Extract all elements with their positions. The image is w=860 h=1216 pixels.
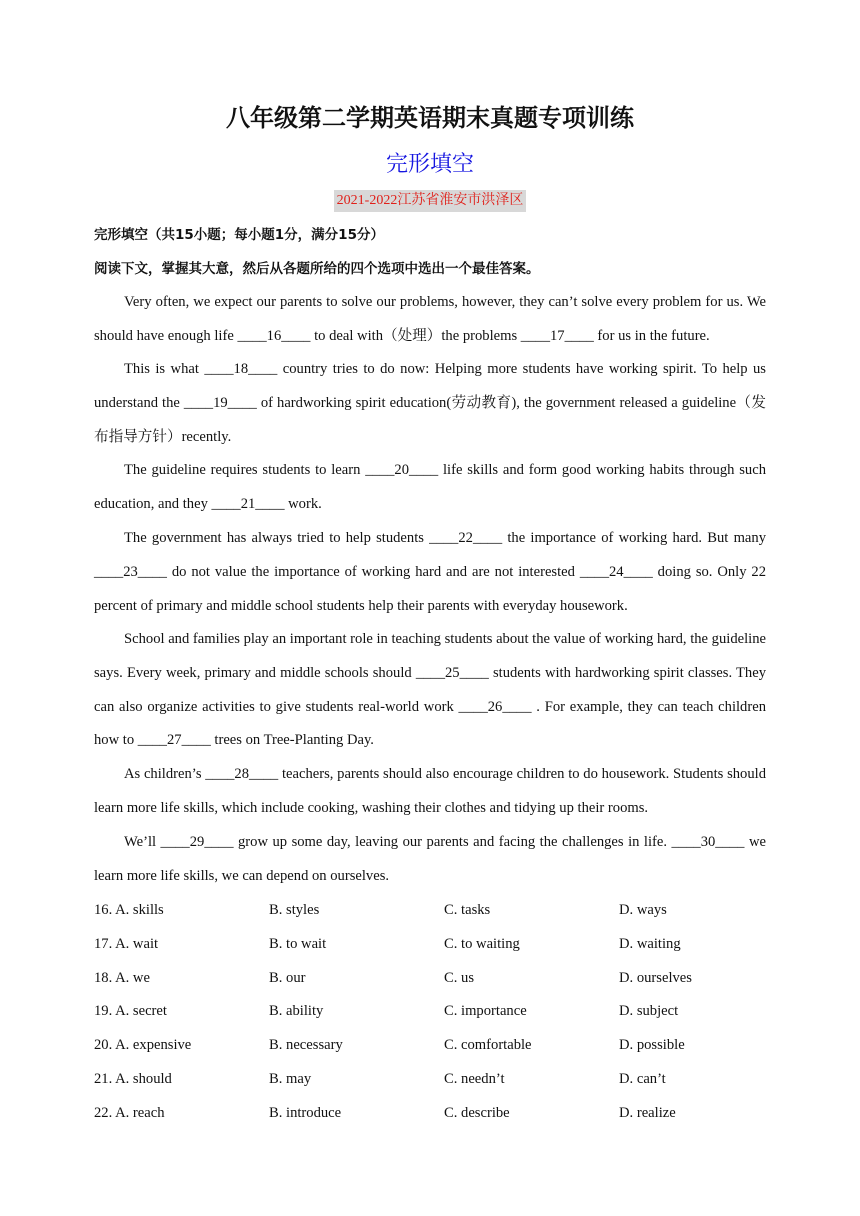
- option-b: B. may: [269, 1070, 312, 1087]
- passage-paragraph-4: The government has always tried to help students ____22____ the importance of working hard. But many ____23____ do not value the importance of working hard and are not interested ____24____ doing so. Only 22 percent of primary and middle school students help their parents with everyday housework.: [94, 530, 766, 614]
- question-row: [94, 1103, 794, 1137]
- question-row: [94, 1069, 794, 1103]
- question-row: [94, 1001, 794, 1035]
- section-heading: 完形填空（共15小题；每小题1分，满分15分）: [94, 227, 384, 243]
- option-c: C. comfortable: [444, 1037, 532, 1054]
- option-a: 21. A. should: [94, 1070, 172, 1087]
- option-b: B. our: [269, 969, 306, 986]
- question-row: [94, 1035, 794, 1069]
- option-a: 19. A. secret: [94, 1003, 167, 1020]
- option-b: B. to wait: [269, 935, 327, 952]
- source-wrapper: [0, 190, 860, 212]
- option-c: C. needn’t: [444, 1070, 505, 1087]
- option-c: C. describe: [444, 1104, 510, 1121]
- passage-paragraph-2: This is what ____18____ country tries to do now: Helping more students have working spirit. To help us understand the ____19____ of hardworking spirit education(劳动教育), the government released a guideline（发布指导方针）recently.: [94, 361, 766, 445]
- page-title: 八年级第二学期英语期末真题专项训练: [226, 104, 634, 132]
- passage-paragraph-5: School and families play an important role in teaching students about the value of working hard, the guideline says. Every week, primary and middle schools should ____25____ students with hardworking spirit classes. They can also organize activities to give students real-world work ____26____ . For example, they can teach children how to ____27____ trees on Tree-Planting Day.: [94, 631, 766, 749]
- option-a: 18. A. we: [94, 969, 150, 986]
- option-c: C. us: [444, 969, 475, 986]
- option-d: D. realize: [619, 1104, 676, 1121]
- option-d: D. subject: [619, 1003, 679, 1020]
- option-c: C. tasks: [444, 902, 491, 918]
- option-d: D. ways: [619, 902, 667, 918]
- option-b: B. styles: [269, 902, 320, 918]
- option-b: B. ability: [269, 1003, 324, 1020]
- page-subtitle: 完形填空: [385, 152, 474, 177]
- passage-paragraph-6: As children’s ____28____ teachers, parents should also encourage children to do housework. Students should learn more life skills, which include cooking, washing their clothes and tidying up their rooms.: [94, 766, 766, 816]
- option-d: D. waiting: [619, 935, 681, 952]
- question-row: [94, 934, 794, 968]
- option-a: 22. A. reach: [94, 1104, 165, 1121]
- question-row: [94, 900, 794, 934]
- source-label: 2021-2022江苏省淮安市洪泽区: [334, 190, 527, 212]
- option-d: D. can’t: [619, 1070, 666, 1087]
- option-c: C. to waiting: [444, 935, 520, 952]
- option-c: C. importance: [444, 1003, 527, 1020]
- option-a: 17. A. wait: [94, 935, 159, 952]
- option-d: D. ourselves: [619, 969, 692, 986]
- section-instruction: 阅读下文，掌握其大意，然后从各题所给的四个选项中选出一个最佳答案。: [94, 261, 540, 277]
- passage-paragraph-3: The guideline requires students to learn ____20____ life skills and form good working habits through such education, and they ____21____ work.: [94, 462, 766, 512]
- option-d: D. possible: [619, 1037, 685, 1054]
- options-list: [94, 900, 794, 1137]
- option-a: 20. A. expensive: [94, 1037, 192, 1054]
- option-a: 16. A. skills: [94, 902, 164, 918]
- passage-paragraph-1: Very often, we expect our parents to solve our problems, however, they can’t solve every problem for us. We should have enough life ____16____ to deal with（处理）the problems ____17____ for us in the future.: [94, 294, 766, 344]
- option-b: B. introduce: [269, 1104, 342, 1121]
- passage-paragraph-7: We’ll ____29____ grow up some day, leaving our parents and facing the challenges in life. ____30____ we learn more life skills, we can depend on ourselves.: [94, 834, 766, 884]
- option-b: B. necessary: [269, 1037, 343, 1054]
- question-row: [94, 968, 794, 1002]
